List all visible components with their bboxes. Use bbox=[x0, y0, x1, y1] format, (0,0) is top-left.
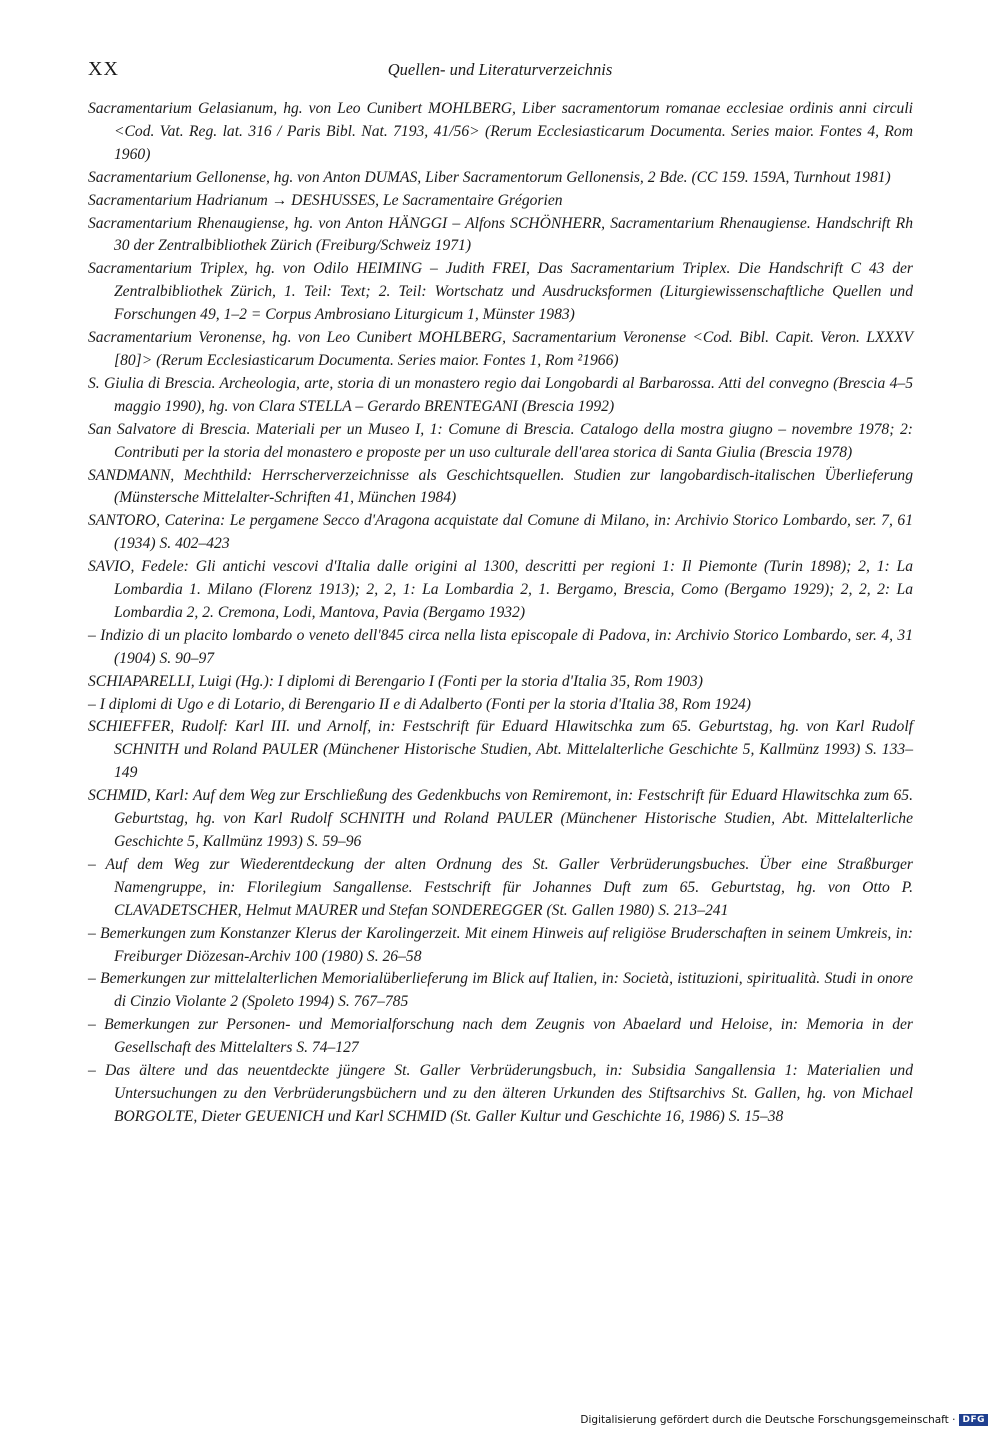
bibliography-entry: – Das ältere und das neuentdeckte jüngere St. Galler Verbrüderungsbuch, in: Subsidia Sangallensia 1: Materialien und Untersuchungen zu den Verbrüderungsbüchern und zu den älteren Urkunden des Stiftsarchivs St. Gallen, hg. von Michael BORGOLTE, Dieter GEUENICH und Karl SCHMID (St. Galler Kultur und Geschichte 16, 1986) S. 15–38 bbox=[88, 1062, 913, 1125]
bibliography-entry: Sacramentarium Gelasianum, hg. von Leo Cunibert MOHLBERG, Liber sacramentorum romanae ecclesiae ordinis anni circuli <Cod. Vat. Reg. lat. 316 / Paris Bibl. Nat. 7193, 41/56> (Rerum Ecclesiasticarum Documenta. Series maior. Fontes 4, Rom 1960) bbox=[88, 100, 913, 163]
bibliography-entry: SANDMANN, Mechthild: Herrscherverzeichnisse als Geschichtsquellen. Studien zur langobardisch-italischen Überlieferung (Münstersche Mittelalter-Schriften 41, München 1984) bbox=[88, 466, 913, 507]
bibliography-entry: – Bemerkungen zum Konstanzer Klerus der Karolingerzeit. Mit einem Hinweis auf religiöse Bruderschaften in seinem Umkreis, in: Freiburger Diözesan-Archiv 100 (1980) S. 26–58 bbox=[88, 924, 913, 965]
bibliography-list bbox=[88, 98, 913, 1129]
bibliography-entry: – Indizio di un placito lombardo o veneto dell'845 circa nella lista episcopale di Padova, in: Archivio Storico Lombardo, ser. 4, 31 (1904) S. 90–97 bbox=[88, 626, 913, 667]
bibliography-entry: Sacramentarium Triplex, hg. von Odilo HEIMING – Judith FREI, Das Sacramentarium Triplex. Die Handschrift C 43 der Zentralbibliothek Zürich, 1. Teil: Text; 2. Teil: Wortschatz und Ausdrucksformen (Liturgiewissenschaftliche Quellen und Forschungen 49, 1–2 = Corpus Ambrosiano Liturgicum 1, Münster 1983) bbox=[88, 260, 913, 324]
bibliography-entry: SANTORO, Caterina: Le pergamene Secco d'Aragona acquistate dal Comune di Milano, in: Archivio Storico Lombardo, ser. 7, 61 (1934) S. 402–423 bbox=[88, 512, 913, 553]
page-number: XX bbox=[88, 58, 119, 80]
bibliography-entry: – Auf dem Weg zur Wiederentdeckung der alten Ordnung des St. Galler Verbrüderungsbuches. Über eine Straßburger Namengruppe, in: Florilegium Sangallense. Festschrift für Johannes Duft zum 65. Geburtstag, hg. von Otto P. CLAVADETSCHER, Helmut MAURER und Stefan SONDEREGGER (St. Gallen 1980) S. 213–241 bbox=[88, 855, 913, 919]
bibliography-entry: SCHMID, Karl: Auf dem Weg zur Erschließung des Gedenkbuchs von Remiremont, in: Festschrift für Eduard Hlawitschka zum 65. Geburtstag, hg. von Karl Rudolf SCHNITH und Roland PAULER (Münchener Historische Studien, Abt. Mittelalterliche Geschichte 5, Kallmünz 1993) S. 59–96 bbox=[88, 787, 913, 850]
bibliography-entry: – Bemerkungen zur Personen- und Memorialforschung nach dem Zeugnis von Abaelard und Heloise, in: Memoria in der Gesellschaft des Mittelalters S. 74–127 bbox=[88, 1016, 913, 1057]
bibliography-entry: SCHIAPARELLI, Luigi (Hg.): I diplomi di Berengario I (Fonti per la storia d'Italia 35, Rom 1903) bbox=[88, 672, 703, 690]
bibliography-entry: S. Giulia di Brescia. Archeologia, arte, storia di un monastero regio dai Longobardi al Barbarossa. Atti del convegno (Brescia 4–5 maggio 1990), hg. von Clara STELLA – Gerardo BRENTEGANI (Brescia 1992) bbox=[88, 374, 913, 415]
bibliography-entry: – I diplomi di Ugo e di Lotario, di Berengario II e di Adalberto (Fonti per la storia d'Italia 38, Rom 1924) bbox=[88, 695, 751, 713]
dfg-logo: DFG bbox=[959, 1414, 988, 1426]
bibliography-entry: SAVIO, Fedele: Gli antichi vescovi d'Italia dalle origini al 1300, descritti per regioni 1: Il Piemonte (Turin 1898); 2, 1: La Lombardia 1. Milano (Florenz 1913); 2, 2, 1: La Lombardia 2, 1. Bergamo, Brescia, Como (Bergamo 1929); 2, 2, 2: La Lombardia 2, 2. Cremona, Lodi, Mantova, Pavia (Bergamo 1932) bbox=[88, 558, 913, 621]
bibliography-entry: Sacramentarium Rhenaugiense, hg. von Anton HÄNGGI – Alfons SCHÖNHERR, Sacramentarium Rhenaugiense. Handschrift Rh 30 der Zentralbibliothek Zürich (Freiburg/Schweiz 1971) bbox=[88, 214, 913, 255]
bibliography-entry: SCHIEFFER, Rudolf: Karl III. und Arnolf, in: Festschrift für Eduard Hlawitschka zum 65. Geburtstag, hg. von Karl Rudolf SCHNITH und Roland PAULER (Münchener Historische Studien, Abt. Mittelalterliche Geschichte 5, Kallmünz 1993) S. 133–149 bbox=[88, 718, 913, 782]
bibliography-entry: – Bemerkungen zur mittelalterlichen Memorialüberlieferung im Blick auf Italien, in: Società, istituzioni, spiritualità. Studi in onore di Cinzio Violante 2 (Spoleto 1994) S. 767–785 bbox=[88, 970, 913, 1011]
bibliography-entry: Sacramentarium Gellonense, hg. von Anton DUMAS, Liber Sacramentorum Gellonensis, 2 Bde. (CC 159. 159A, Turnhout 1981) bbox=[88, 168, 891, 186]
bibliography-entry: Sacramentarium Veronense, hg. von Leo Cunibert MOHLBERG, Sacramentarium Veronense <Cod. Bibl. Capit. Veron. LXXXV [80]> (Rerum Ecclesiasticarum Documenta. Series maior. Fontes 1, Rom ²1966) bbox=[88, 329, 913, 369]
running-title: Quellen- und Literaturverzeichnis bbox=[387, 60, 613, 79]
digitization-footer bbox=[580, 1414, 988, 1426]
footer-credit: Digitalisierung gefördert durch die Deutsche Forschungsgemeinschaft · bbox=[580, 1414, 956, 1426]
bibliography-entry: Sacramentarium Hadrianum → DESHUSSES, Le Sacramentaire Grégorien bbox=[88, 191, 563, 209]
bibliography-entry: San Salvatore di Brescia. Materiali per un Museo I, 1: Comune di Brescia. Catalogo della mostra giugno – novembre 1978; 2: Contributi per la storia del monastero e proposte per un uso culturale dell'area storica di Santa Giulia (Brescia 1978) bbox=[88, 420, 913, 461]
page-header bbox=[88, 58, 912, 82]
